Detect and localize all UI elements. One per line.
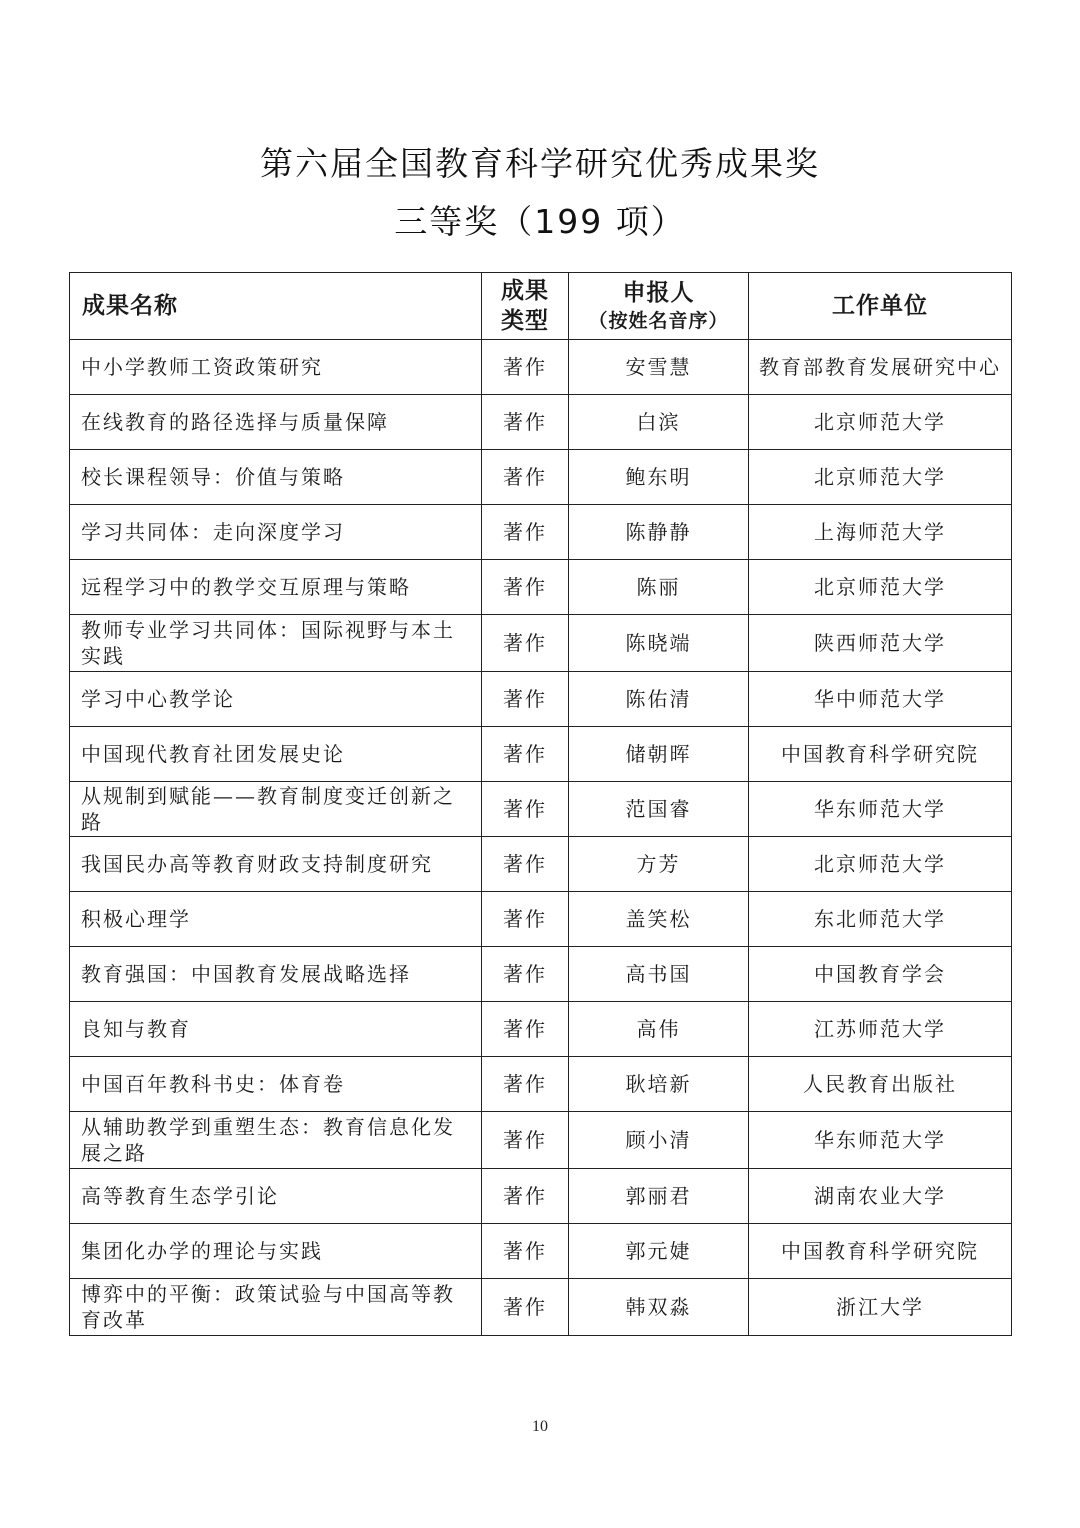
- cell-name: 集团化办学的理论与实践: [70, 1224, 482, 1279]
- cell-name: 学习中心教学论: [70, 672, 482, 727]
- cell-unit: 人民教育出版社: [749, 1057, 1012, 1112]
- table-header-row: [70, 273, 1012, 340]
- cell-name: 博弈中的平衡：政策试验与中国高等教育改革: [70, 1279, 482, 1336]
- document-title: 第六届全国教育科学研究优秀成果奖: [260, 144, 820, 183]
- cell-type: 著作: [482, 672, 569, 727]
- cell-name: 校长课程领导：价值与策略: [70, 450, 482, 505]
- cell-unit: 中国教育科学研究院: [749, 1224, 1012, 1279]
- cell-applicant: 盖笑松: [569, 892, 749, 947]
- cell-applicant: 陈晓端: [569, 615, 749, 672]
- header-applicant-line2: （按姓名音序）: [588, 310, 729, 332]
- cell-name: 中国百年教科书史：体育卷: [70, 1057, 482, 1112]
- cell-unit: 湖南农业大学: [749, 1169, 1012, 1224]
- cell-name: 教育强国：中国教育发展战略选择: [70, 947, 482, 1002]
- cell-type: 著作: [482, 395, 569, 450]
- cell-applicant: 方芳: [569, 837, 749, 892]
- cell-unit: 东北师范大学: [749, 892, 1012, 947]
- cell-name: 学习共同体：走向深度学习: [70, 505, 482, 560]
- table-row: [70, 395, 1012, 450]
- cell-type: 著作: [482, 1057, 569, 1112]
- document-subtitle: 三等奖（199 项）: [394, 202, 686, 241]
- cell-applicant: 高伟: [569, 1002, 749, 1057]
- table-row: [70, 505, 1012, 560]
- cell-type: 著作: [482, 1224, 569, 1279]
- table-row: [70, 1002, 1012, 1057]
- table-row: [70, 672, 1012, 727]
- table-row: [70, 1112, 1012, 1169]
- cell-name: 高等教育生态学引论: [70, 1169, 482, 1224]
- cell-unit: 北京师范大学: [749, 450, 1012, 505]
- cell-type: 著作: [482, 1169, 569, 1224]
- cell-type: 著作: [482, 727, 569, 782]
- cell-name: 教师专业学习共同体：国际视野与本土实践: [70, 615, 482, 672]
- cell-type: 著作: [482, 340, 569, 395]
- cell-unit: 江苏师范大学: [749, 1002, 1012, 1057]
- table-row: [70, 837, 1012, 892]
- cell-applicant: 白滨: [569, 395, 749, 450]
- cell-name: 从辅助教学到重塑生态：教育信息化发展之路: [70, 1112, 482, 1169]
- header-type: [482, 273, 569, 340]
- awards-table: [69, 272, 1012, 1336]
- cell-unit: 陕西师范大学: [749, 615, 1012, 672]
- cell-unit: 北京师范大学: [749, 837, 1012, 892]
- header-applicant: [569, 273, 749, 340]
- header-name: [70, 273, 482, 340]
- cell-name: 我国民办高等教育财政支持制度研究: [70, 837, 482, 892]
- cell-applicant: 郭丽君: [569, 1169, 749, 1224]
- header-type-line2: 类型: [501, 308, 549, 334]
- cell-applicant: 顾小清: [569, 1112, 749, 1169]
- cell-type: 著作: [482, 615, 569, 672]
- cell-name: 在线教育的路径选择与质量保障: [70, 395, 482, 450]
- cell-type: 著作: [482, 1002, 569, 1057]
- cell-applicant: 耿培新: [569, 1057, 749, 1112]
- cell-name: 积极心理学: [70, 892, 482, 947]
- cell-applicant: 陈佑清: [569, 672, 749, 727]
- cell-type: 著作: [482, 1112, 569, 1169]
- header-type-line1: 成果: [501, 278, 549, 304]
- cell-type: 著作: [482, 947, 569, 1002]
- cell-name: 中国现代教育社团发展史论: [70, 727, 482, 782]
- cell-unit: 浙江大学: [749, 1279, 1012, 1336]
- table-row: [70, 1279, 1012, 1336]
- cell-type: 著作: [482, 505, 569, 560]
- table-row: [70, 1224, 1012, 1279]
- cell-applicant: 陈丽: [569, 560, 749, 615]
- cell-type: 著作: [482, 560, 569, 615]
- cell-name: 良知与教育: [70, 1002, 482, 1057]
- cell-applicant: 鲍东明: [569, 450, 749, 505]
- cell-unit: 上海师范大学: [749, 505, 1012, 560]
- header-name-label: 成果名称: [82, 293, 178, 319]
- table-row: [70, 340, 1012, 395]
- page-number: 10: [532, 1418, 548, 1435]
- cell-type: 著作: [482, 892, 569, 947]
- cell-type: 著作: [482, 782, 569, 837]
- table-row: [70, 1057, 1012, 1112]
- cell-applicant: 储朝晖: [569, 727, 749, 782]
- cell-applicant: 陈静静: [569, 505, 749, 560]
- cell-name: 从规制到赋能——教育制度变迁创新之路: [70, 782, 482, 837]
- table-row: [70, 727, 1012, 782]
- cell-name: 远程学习中的教学交互原理与策略: [70, 560, 482, 615]
- cell-unit: 北京师范大学: [749, 560, 1012, 615]
- table-row: [70, 782, 1012, 837]
- cell-applicant: 韩双淼: [569, 1279, 749, 1336]
- cell-unit: 中国教育学会: [749, 947, 1012, 1002]
- cell-applicant: 安雪慧: [569, 340, 749, 395]
- cell-name: 中小学教师工资政策研究: [70, 340, 482, 395]
- cell-unit: 北京师范大学: [749, 395, 1012, 450]
- cell-applicant: 高书国: [569, 947, 749, 1002]
- table-row: [70, 1169, 1012, 1224]
- table-row: [70, 947, 1012, 1002]
- cell-applicant: 范国睿: [569, 782, 749, 837]
- cell-unit: 华中师范大学: [749, 672, 1012, 727]
- header-unit: [749, 273, 1012, 340]
- table-row: [70, 450, 1012, 505]
- cell-type: 著作: [482, 837, 569, 892]
- cell-applicant: 郭元婕: [569, 1224, 749, 1279]
- header-unit-label: 工作单位: [832, 293, 928, 319]
- cell-type: 著作: [482, 450, 569, 505]
- table-row: [70, 892, 1012, 947]
- cell-unit: 华东师范大学: [749, 1112, 1012, 1169]
- table-row: [70, 560, 1012, 615]
- cell-unit: 教育部教育发展研究中心: [749, 340, 1012, 395]
- cell-type: 著作: [482, 1279, 569, 1336]
- cell-unit: 华东师范大学: [749, 782, 1012, 837]
- cell-unit: 中国教育科学研究院: [749, 727, 1012, 782]
- table-row: [70, 615, 1012, 672]
- header-applicant-line1: 申报人: [622, 280, 695, 306]
